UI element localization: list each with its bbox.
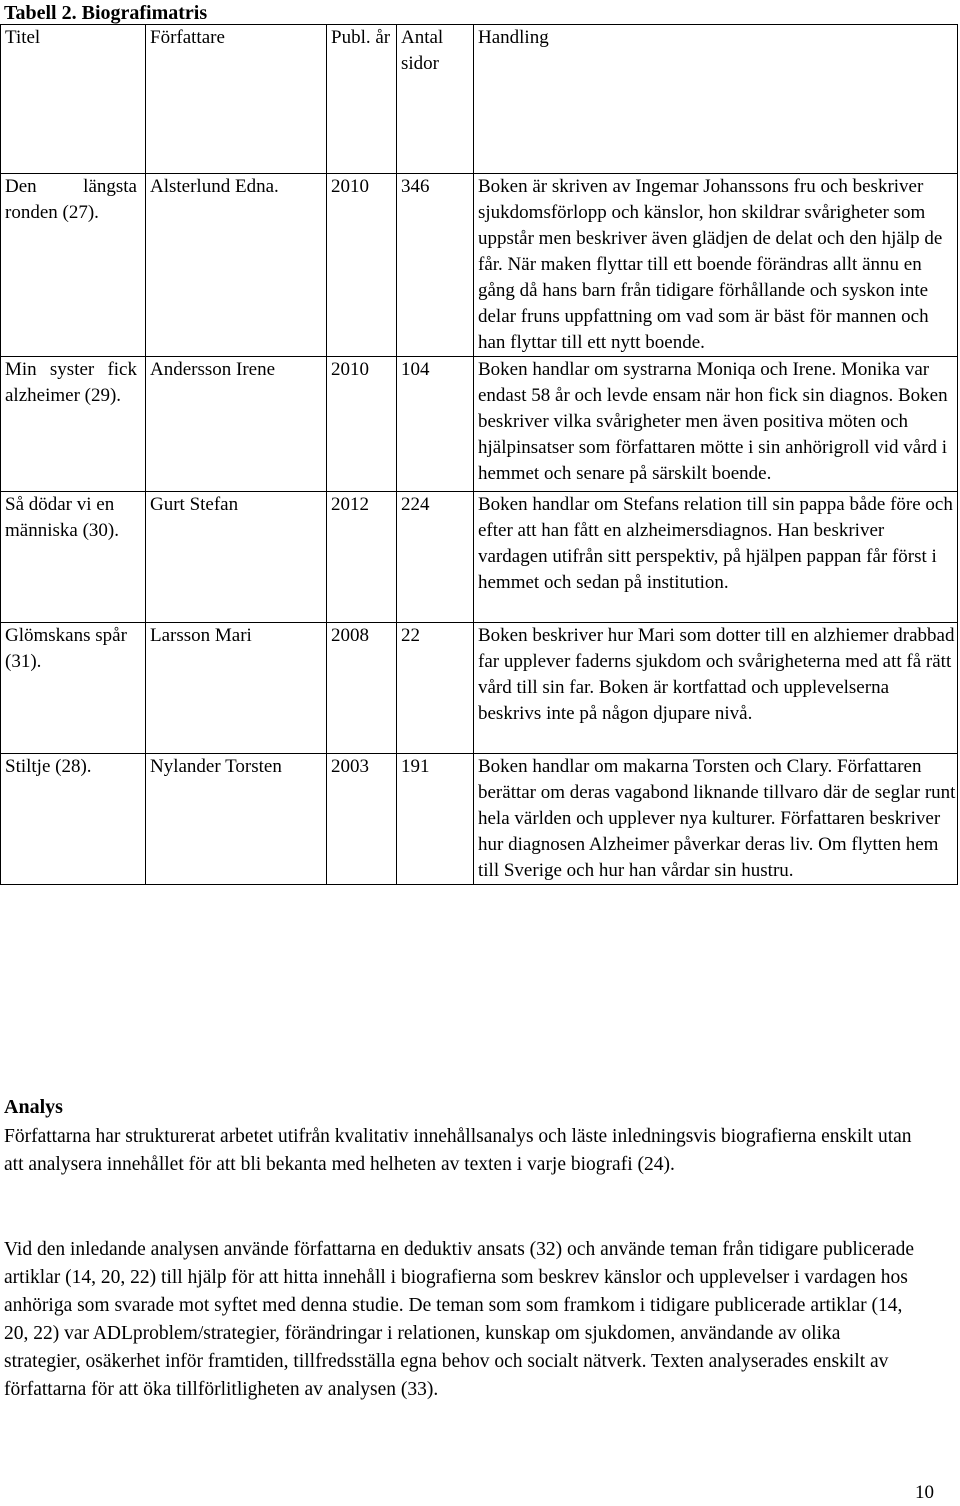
header-year: Publ. år xyxy=(327,25,397,174)
analysis-heading: Analys xyxy=(4,1096,63,1118)
row-pages: 224 xyxy=(397,492,474,623)
row-year: 2010 xyxy=(327,357,397,492)
row-year: 2012 xyxy=(327,492,397,623)
row-pages: 104 xyxy=(397,357,474,492)
row-plot: Boken handlar om makarna Torsten och Clary. Författaren berättar om deras vagabond liknande tillvaro där de seglar runt hela världen och upplever nya kulturer. Författaren beskriver hur diagnosen Alzheimer påverkar deras liv. Om flytten hem till Sverige och hur han vårdar sin hustru. xyxy=(474,754,958,885)
row-pages: 191 xyxy=(397,754,474,885)
row-author: Alsterlund Edna. xyxy=(146,174,327,357)
table-title: Tabell 2. Biografimatris xyxy=(4,2,208,24)
table-row xyxy=(1,174,958,357)
table-row xyxy=(1,492,958,623)
row-title: Glömskans spår (31). xyxy=(1,623,146,754)
row-pages: 346 xyxy=(397,174,474,357)
row-title: Så dödar vi en människa (30). xyxy=(1,492,146,623)
row-title: Stiltje (28). xyxy=(1,754,146,885)
row-pages: 22 xyxy=(397,623,474,754)
row-author: Gurt Stefan xyxy=(146,492,327,623)
row-author: Andersson Irene xyxy=(146,357,327,492)
row-title: Den längsta ronden (27). xyxy=(1,174,146,357)
header-pages: Antal sidor xyxy=(397,25,474,174)
table-header-row xyxy=(1,25,958,174)
row-year: 2003 xyxy=(327,754,397,885)
table-row xyxy=(1,754,958,885)
row-year: 2008 xyxy=(327,623,397,754)
header-plot: Handling xyxy=(474,25,958,174)
row-plot: Boken handlar om Stefans relation till sin pappa både före och efter att han fått en alzheimersdiagnos. Han beskriver vardagen utifrån sitt perspektiv, på hjälpen pappan får först i hemmet och sedan på institution. xyxy=(474,492,958,623)
header-title: Titel xyxy=(1,25,146,174)
row-author: Nylander Torsten xyxy=(146,754,327,885)
row-title: Min syster fick alzheimer (29). xyxy=(1,357,146,492)
table-row xyxy=(1,623,958,754)
row-plot: Boken är skriven av Ingemar Johanssons fru och beskriver sjukdomsförlopp och känslor, hon skildrar svårigheter som uppstår men beskriver även glädjen de delat och den hjälp de får. När maken flyttar till ett boende förändras allt ännu en gång då hans barn från tidigare förhållande och syskon inte delar fruns uppfattning om vad som är bäst för mannen och han flyttar till ett nytt boende. xyxy=(474,174,958,357)
row-author: Larsson Mari xyxy=(146,623,327,754)
row-plot: Boken beskriver hur Mari som dotter till en alzhiemer drabbad far upplever faderns sjukdom och svårigheterna med att få rätt vård till sin far. Boken är kortfattad och upplevelserna beskrivs inte på någon djupare nivå. xyxy=(474,623,958,754)
biography-matrix-table xyxy=(0,24,958,885)
header-author: Författare xyxy=(146,25,327,174)
analysis-paragraph: Vid den inledande analysen använde författarna en deduktiv ansats (32) och använde teman från tidigare publicerade artiklar (14, 20, 22) till hjälp för att hitta innehåll i biografierna som beskrev känslor och upplevelser i vardagen hos anhöriga som svarade mot syftet med denna studie. De teman som som framkom i tidigare publicerade artiklar (14, 20, 22) var ADLproblem/strategier, förändringar i relationen, kunskap om sjukdomen, användande av olika strategier, osäkerhet inför framtiden, tillfredsställa egna behov och socialt nätverk. Texten analyserades enskilt av författarna för att öka tillförlitligheten av analysen (33). xyxy=(4,1239,915,1400)
table-row xyxy=(1,357,958,492)
row-plot: Boken handlar om systrarna Moniqa och Irene. Monika var endast 58 år och levde ensam när hon fick sin diagnos. Boken beskriver vilka svårigheter men även positiva möten och hjälpinsatser som författaren mötte i sin anhörigroll vid vård i hemmet och senare på särskilt boende. xyxy=(474,357,958,492)
analysis-paragraph: Författarna har strukturerat arbetet utifrån kvalitativ innehållsanalys och läste inledningsvis biografierna enskilt utan att analysera innehållet för att bli bekanta med helheten av texten i varje biografi (24). xyxy=(4,1126,912,1175)
row-year: 2010 xyxy=(327,174,397,357)
page-number: 10 xyxy=(915,1482,934,1503)
